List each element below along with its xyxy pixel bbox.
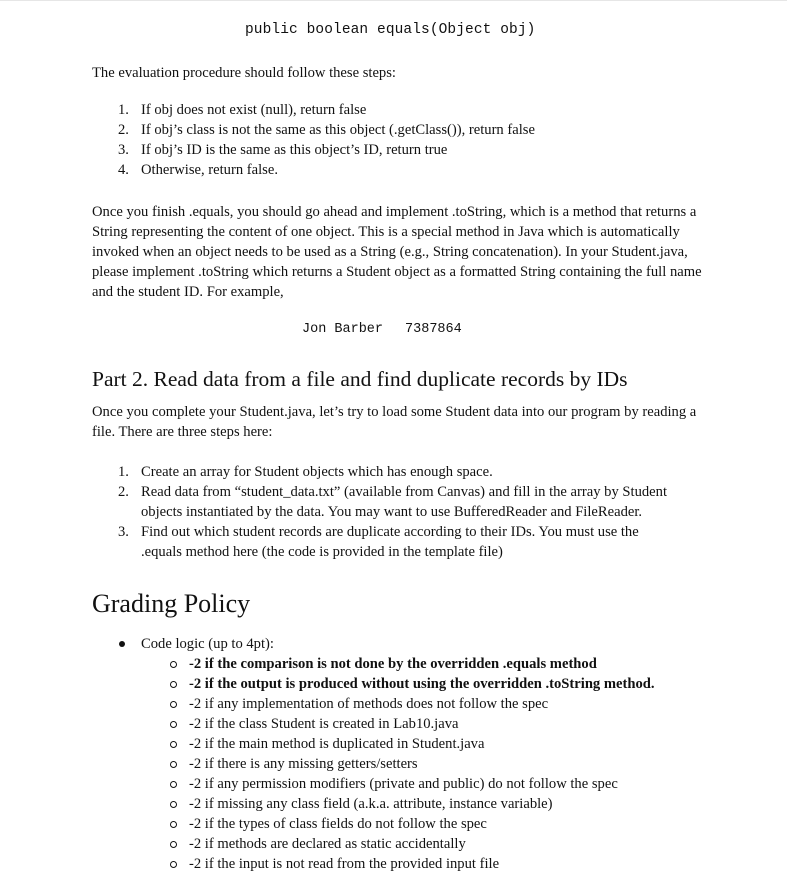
method-signature: public boolean equals(Object obj) [245, 22, 536, 38]
grading-list [92, 634, 655, 874]
list-item [92, 100, 535, 120]
criterion-text: -2 if methods are declared as static accidentally [189, 836, 466, 852]
criterion-text: -2 if missing any class field (a.k.a. attribute, instance variable) [189, 796, 553, 812]
bullet-icon [119, 641, 125, 647]
criterion-text: -2 if the main method is duplicated in Student.java [189, 736, 485, 752]
list-item-text: Otherwise, return false. [141, 162, 278, 178]
list-item-text: Find out which student records are duplicate according to their IDs. You must use the .equals method here (the code is provided in the template file) [141, 524, 639, 560]
list-item [141, 734, 655, 754]
criterion-text: -2 if the types of class fields do not follow the spec [189, 816, 487, 832]
circle-bullet-icon [170, 741, 177, 748]
list-number: 2. [118, 122, 129, 138]
list-number: 1. [118, 464, 129, 480]
list-item [141, 694, 655, 714]
evaluation-intro: The evaluation procedure should follow these steps: [92, 65, 396, 81]
grading-heading: Grading Policy [92, 589, 251, 618]
list-number: 3. [118, 524, 129, 540]
tostring-example [302, 322, 462, 337]
circle-bullet-icon [170, 841, 177, 848]
circle-bullet-icon [170, 781, 177, 788]
criterion-text: -2 if any implementation of methods does not follow the spec [189, 696, 549, 712]
list-number: 3. [118, 142, 129, 158]
evaluation-steps-list [92, 100, 535, 180]
list-number: 2. [118, 484, 129, 500]
list-item [141, 674, 655, 694]
example-id: 7387864 [405, 322, 462, 337]
circle-bullet-icon [170, 801, 177, 808]
code-logic-label: Code logic (up to 4pt): [141, 636, 274, 652]
criterion-text: -2 if the input is not read from the provided input file [189, 856, 500, 872]
tostring-paragraph: Once you finish .equals, you should go ahead and implement .toString, which is a method that returns a String representing the content of one object. This is a special method in Java which is automatically invoked when an object needs to be used as a String (e.g., String concatenation). In your Student.java, please implement .toString which returns a Student object as a formatted String containing the full name and the student ID. For example, [92, 204, 702, 300]
list-item [141, 714, 655, 734]
circle-bullet-icon [170, 861, 177, 868]
circle-bullet-icon [170, 821, 177, 828]
circle-bullet-icon [170, 661, 177, 668]
part2-heading: Part 2. Read data from a file and find duplicate records by IDs [92, 367, 628, 391]
criterion-text: -2 if the comparison is not done by the overridden .equals method [189, 656, 597, 672]
list-item [141, 654, 655, 674]
circle-bullet-icon [170, 701, 177, 708]
list-item [92, 482, 672, 522]
list-item-text: If obj’s class is not the same as this object (.getClass()), return false [141, 122, 535, 138]
criterion-text: -2 if any permission modifiers (private and public) do not follow the spec [189, 776, 618, 792]
list-item [92, 522, 672, 562]
list-item [141, 814, 655, 834]
circle-bullet-icon [170, 681, 177, 688]
list-item [92, 120, 535, 140]
list-number: 4. [118, 162, 129, 178]
list-number: 1. [118, 102, 129, 118]
list-item [141, 754, 655, 774]
list-item [141, 794, 655, 814]
criterion-text: -2 if the class Student is created in Lab10.java [189, 716, 459, 732]
list-item-text: If obj’s ID is the same as this object’s ID, return true [141, 142, 448, 158]
list-item-text: Create an array for Student objects which has enough space. [141, 464, 493, 480]
grading-criteria-list [141, 654, 655, 874]
part2-paragraph: Once you complete your Student.java, let’s try to load some Student data into our program by reading a file. There are three steps here: [92, 404, 697, 440]
list-item [141, 834, 655, 854]
list-item [92, 634, 655, 874]
list-item [92, 462, 672, 482]
list-item-text: If obj does not exist (null), return false [141, 102, 367, 118]
example-name: Jon Barber [302, 322, 384, 337]
circle-bullet-icon [170, 761, 177, 768]
list-item-text: Read data from “student_data.txt” (available from Canvas) and fill in the array by Student objects instantiated by the data. You may want to use BufferedReader and FileReader. [141, 484, 668, 520]
criterion-text: -2 if the output is produced without using the overridden .toString method. [189, 676, 655, 692]
circle-bullet-icon [170, 721, 177, 728]
list-item [92, 140, 535, 160]
list-item [141, 854, 655, 874]
page-top-border [0, 0, 787, 1]
criterion-text: -2 if there is any missing getters/setters [189, 756, 418, 772]
list-item [92, 160, 535, 180]
list-item [141, 774, 655, 794]
part2-steps-list [92, 462, 672, 562]
